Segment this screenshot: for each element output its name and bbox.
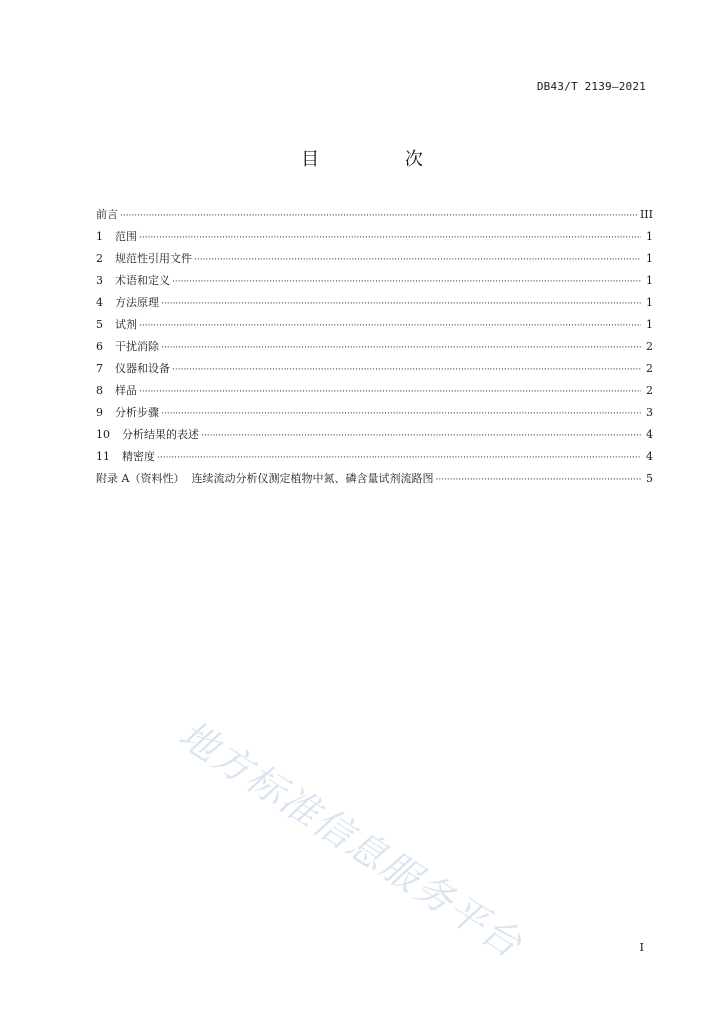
toc-section-number: 6: [96, 340, 103, 353]
toc-leader-dots: [201, 424, 641, 447]
toc-page-number: 1: [646, 230, 653, 243]
toc-entry-5[interactable]: [96, 314, 653, 336]
toc-entry-6[interactable]: [96, 336, 653, 358]
toc-entry-8[interactable]: [96, 380, 653, 402]
toc-leader-dots: [139, 380, 641, 403]
toc-entry-4[interactable]: [96, 292, 653, 314]
toc-section-number: 10: [96, 428, 110, 441]
toc-section-number: 11: [96, 450, 110, 463]
toc-leader-dots: [172, 358, 641, 381]
toc-page-number: 1: [646, 252, 653, 265]
toc-label: 术语和定义: [115, 274, 170, 287]
toc-label: 前言: [96, 208, 118, 221]
toc-leader-dots: [194, 248, 641, 271]
toc-label: 分析步骤: [115, 406, 159, 419]
toc-label: 试剂: [115, 318, 137, 331]
toc-label: 方法原理: [115, 296, 159, 309]
toc-page-number: 1: [646, 296, 653, 309]
toc-section-number: 7: [96, 362, 103, 375]
toc-section-number: 9: [96, 406, 103, 419]
toc-section-number: 3: [96, 274, 103, 287]
page-title: 目 次: [301, 149, 463, 170]
toc-entry-3[interactable]: [96, 270, 653, 292]
toc-label: 精密度: [122, 450, 155, 463]
toc-label: 样品: [115, 384, 137, 397]
toc-page-number: 5: [646, 472, 653, 485]
toc-leader-dots: [161, 336, 641, 359]
toc-entry-11[interactable]: [96, 446, 653, 468]
toc-leader-dots: [139, 226, 641, 249]
toc-entry-9[interactable]: [96, 402, 653, 424]
toc-leader-dots: [172, 270, 641, 293]
toc-section-number: 1: [96, 230, 103, 243]
toc-appendix-title: 连续流动分析仪测定植物中氮、磷含量试剂流路图: [191, 472, 434, 485]
toc-leader-dots: [120, 204, 638, 227]
watermark-text: 地方标准信息服务平台: [171, 711, 531, 967]
toc-page-number: III: [639, 208, 653, 221]
toc-section-number: 5: [96, 318, 103, 331]
toc-page-number: 4: [646, 428, 653, 441]
toc-entry-foreword[interactable]: [96, 204, 653, 226]
toc-leader-dots: [161, 402, 641, 425]
toc-entry-2[interactable]: [96, 248, 653, 270]
toc-label: 分析结果的表述: [122, 428, 199, 441]
toc-page-number: 3: [646, 406, 653, 419]
toc-page-number: 2: [646, 340, 653, 353]
toc-page-number: 2: [646, 384, 653, 397]
toc-entry-10[interactable]: [96, 424, 653, 446]
toc-leader-dots: [157, 446, 641, 469]
toc-label: 范围: [115, 230, 137, 243]
table-of-contents: [96, 204, 653, 490]
toc-section-number: 8: [96, 384, 103, 397]
toc-page-number: 2: [646, 362, 653, 375]
page-number: I: [639, 941, 644, 954]
toc-section-number: 4: [96, 296, 103, 309]
toc-leader-dots: [139, 314, 641, 337]
toc-page-number: 1: [646, 318, 653, 331]
toc-entry-appendix-a[interactable]: [96, 468, 653, 490]
toc-page-number: 4: [646, 450, 653, 463]
toc-entry-7[interactable]: [96, 358, 653, 380]
toc-label: 干扰消除: [115, 340, 159, 353]
toc-leader-dots: [435, 468, 641, 491]
toc-label: 规范性引用文件: [115, 252, 192, 265]
standard-code: DB43/T 2139—2021: [536, 80, 646, 93]
toc-section-number: 2: [96, 252, 103, 265]
toc-appendix-label: 附录 A（资料性）: [96, 472, 185, 485]
toc-leader-dots: [161, 292, 641, 315]
toc-page-number: 1: [646, 274, 653, 287]
toc-entry-1[interactable]: [96, 226, 653, 248]
toc-label: 仪器和设备: [115, 362, 170, 375]
